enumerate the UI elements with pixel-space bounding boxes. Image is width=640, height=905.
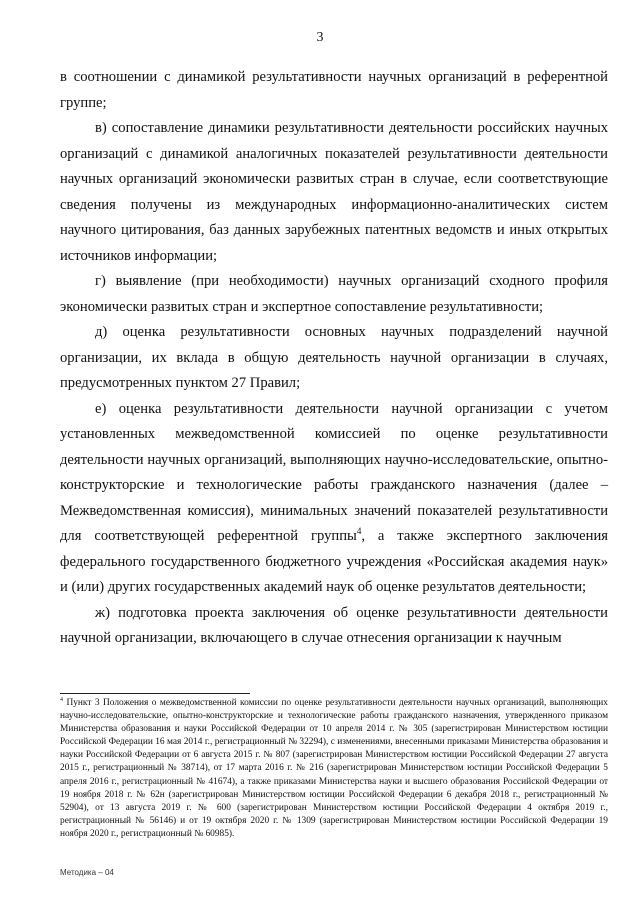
paragraph-item-v: в) сопоставление динамики результативности деятельности российских научных организаций с динамикой аналогичных показателей результативности деятельности научных организаций экономически развитых стран в случае, если соответствующие сведения получены из международных информационно-аналитических систем научного цитирования, баз данных зарубежных патентных ведомств и иных открытых источников информации; [60,120,608,264]
page-number: 3 [316,30,324,45]
paragraph-item-e-text: е) оценка результативности деятельности научной организации с учетом установленных межведомственной комиссией по оценке результативности деятельности научных организаций, выполняющих научно-исследовательские, опытно-конструкторские и технологические работы гражданского назначения (далее – Межведомственная комиссия), минимальных значений показателей результативности для соответствующей референтной группы [60,400,608,544]
footnote-text: Пункт 3 Положения о межведомственной комиссии по оценке результативности деятельности научных организаций, выполняющих научно-исследовательские, опытно-конструкторские и технологические работы гражданского назначения, утвержденного приказом Министерства образования и науки Российской Федерации от 10 апреля 2014 г. № 305 (зарегистрирован Министерством юстиции Российской Федерации 16 мая 2014 г., регистрационный № 32294), с изменениями, внесенными приказами Министерства образования и науки Российской Федерации от 6 августа 2015 г. № 807 (зарегистрирован Министерством юстиции Российской Федерации 27 августа 2015 г., регистрационный № 38714), от 17 марта 2016 г. № 216 (зарегистрирован Министерством юстиции Российской Федерации 5 апреля 2016 г., регистрационный № 41674), а также приказами Министерства науки и высшего образования Российской Федерации от 19 ноября 2018 г. № 62н (зарегистрирован Министерством юстиции Российской Федерации 6 декабря 2018 г., регистрационный № 52904), от 13 августа 2019 г. № 600 (зарегистрирован Министерством юстиции Российской Федерации 4 октября 2019 г., регистрационный № 56146) и от 19 октября 2020 г. № 1309 (зарегистрирован Министерством юстиции Российской Федерации 19 ноября 2020 г., регистрационный № 60985). [60,698,608,839]
paragraph-item-g: г) выявление (при необходимости) научных организаций сходного профиля экономически развитых стран и экспертное сопоставление результативности; [60,273,608,315]
footnote [60,697,608,841]
footnote-marker: 4 [60,696,63,703]
footnote-separator [60,693,250,694]
paragraph-item-d: д) оценка результативности основных научных подразделений научной организации, их вклада в общую деятельность научной организации в случаях, предусмотренных пунктом 27 Правил; [60,324,608,391]
document-code: Методика – 04 [60,868,114,877]
paragraph-item-zh: ж) подготовка проекта заключения об оценке результативности деятельности научной организации, включающего в случае отнесения организации к научным [60,604,608,646]
footnote-reference: 4 [356,526,362,537]
paragraph-item-e [60,397,608,601]
paragraph-item-e-text-continued: , а также экспертного заключения федерального государственного бюджетного учреждения «Российская академия наук» и (или) других государственных академий наук об оценке результатов деятельности; [60,528,608,595]
document-body [60,65,608,652]
paragraph-continuation: в соотношении с динамикой результативности научных организаций в референтной группе; [60,69,608,111]
